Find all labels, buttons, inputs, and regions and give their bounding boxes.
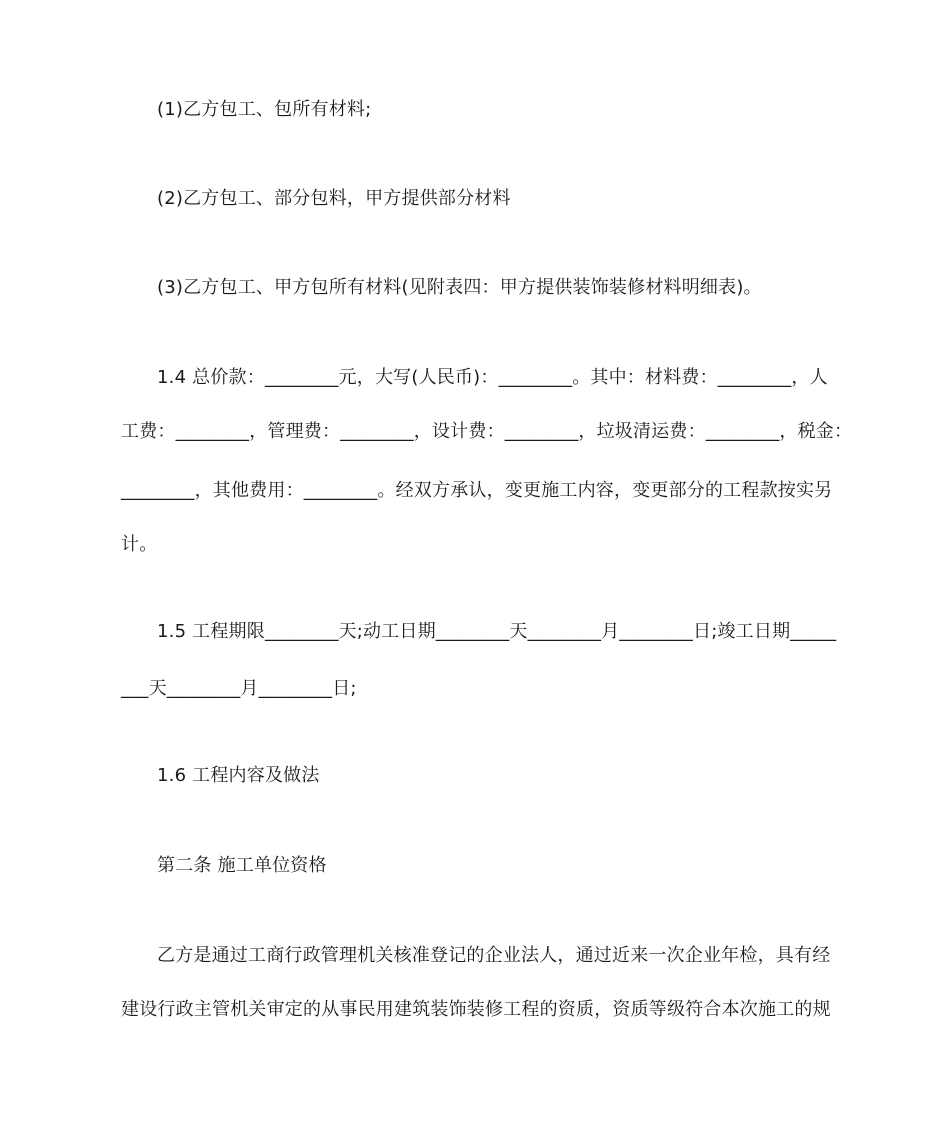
material-option-3: (3)乙方包工、甲方包所有材料(见附表四：甲方提供装饰装修材料明细表)。 — [157, 277, 762, 298]
qualification-paragraph-line-1: 乙方是通过工商行政管理机关核准登记的企业法人，通过近来一次企业年检，具有经 — [157, 945, 831, 966]
total-price-line-2: 工费：________，管理费：________，设计费：________，垃圾清运费：________，税金： — [121, 421, 853, 442]
project-period-line-2: ___天________月________日; — [121, 678, 357, 699]
project-period-line-1: 1.5 工程期限________天;动工日期________天________月________日;竣工日期_____ — [157, 621, 837, 642]
material-option-1: (1)乙方包工、包所有材料; — [157, 99, 372, 120]
project-content-heading: 1.6 工程内容及做法 — [157, 765, 320, 786]
total-price-line-3: ________，其他费用：________。经双方承认，变更施工内容，变更部分的工程款按实另 — [121, 480, 833, 501]
article-two-heading: 第二条 施工单位资格 — [157, 855, 327, 876]
total-price-line-4: 计。 — [121, 534, 158, 555]
qualification-paragraph-line-2: 建设行政主管机关审定的从事民用建筑装饰装修工程的资质，资质等级符合本次施工的规 — [121, 999, 831, 1020]
total-price-line-1: 1.4 总价款：________元，大写(人民币)：________。其中：材料费：________，人 — [157, 367, 828, 388]
material-option-2: (2)乙方包工、部分包料，甲方提供部分材料 — [157, 188, 511, 209]
